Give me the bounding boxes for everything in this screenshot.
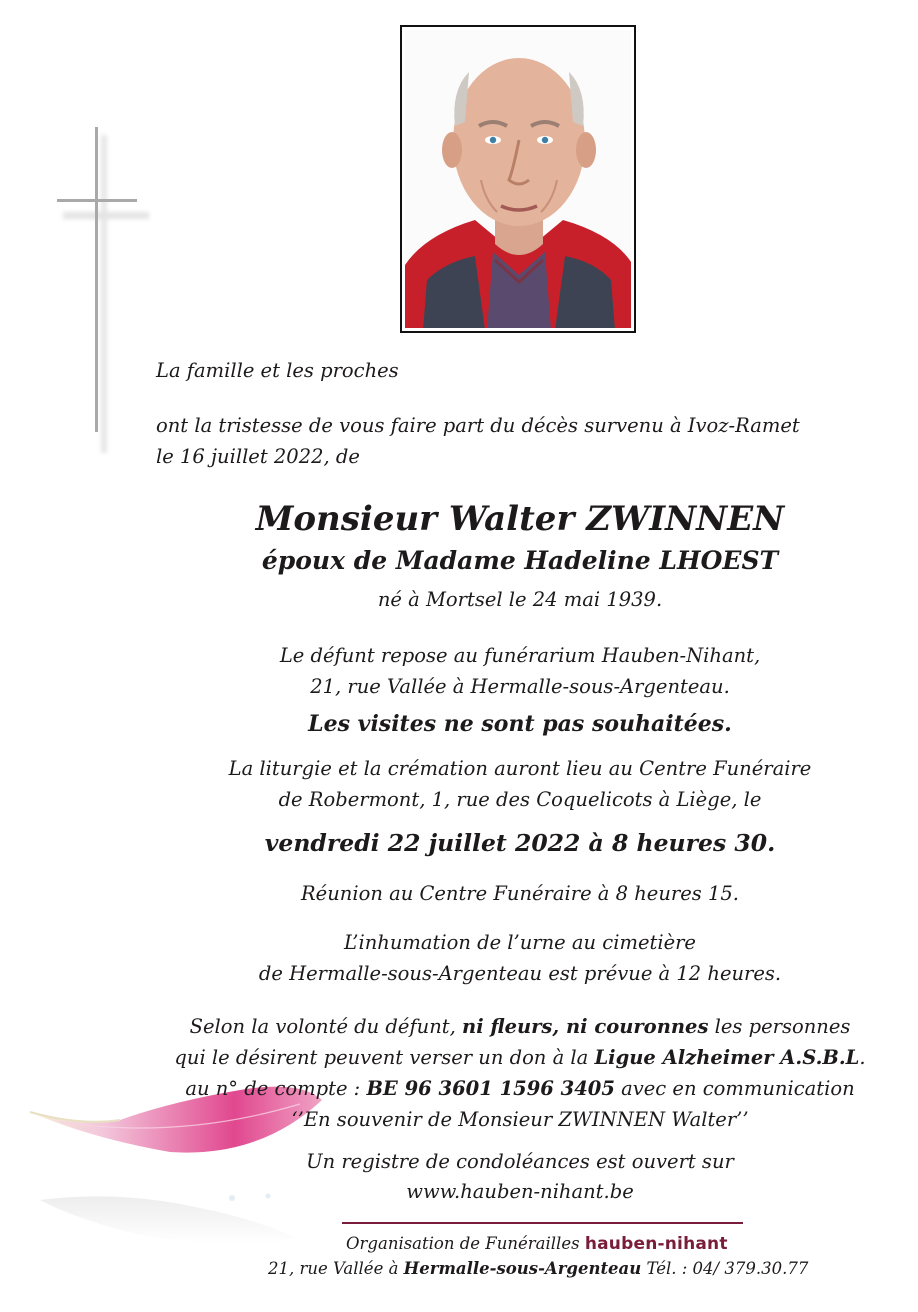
cross-icon-bar	[57, 199, 137, 202]
urn-line-1: L’inhumation de l’urne au cimetière	[344, 931, 696, 954]
donation-line-4: ‘’En souvenir de Monsieur ZWINNEN Walter’’	[291, 1108, 749, 1131]
cross-icon	[95, 127, 98, 432]
deceased-name: Monsieur Walter ZWINNEN	[255, 499, 785, 539]
donation-text: avec en communication	[614, 1077, 855, 1100]
visits-line: Les visites ne sont pas souhaitées.	[308, 711, 732, 737]
address-text: 21, rue Vallée à	[268, 1259, 404, 1278]
donation-text: qui le désirent peuvent verser un don à la	[174, 1046, 595, 1069]
rest-line-1: Le défunt repose au funérarium Hauben-Nihant,	[279, 644, 761, 667]
donation-text: .	[859, 1046, 866, 1069]
donation-text: les personnes	[708, 1015, 851, 1038]
footer-address-line	[268, 1256, 808, 1281]
announce-line-1: ont la tristesse de vous faire part du décès survenu à Ivoz-Ramet	[156, 414, 800, 437]
announce-line-2: le 16 juillet 2022, de	[156, 445, 360, 468]
address-city: Hermalle-sous-Argenteau	[403, 1259, 642, 1278]
cross-shadow	[101, 135, 107, 453]
org-label: Organisation de Funérailles	[346, 1234, 585, 1253]
bank-account-number: BE 96 3601 1596 3405	[366, 1077, 615, 1100]
condolences-line: Un registre de condoléances est ouvert sur	[306, 1150, 734, 1173]
donation-text: au n° de compte :	[185, 1077, 367, 1100]
condolences-website-link[interactable]: www.hauben-nihant.be	[406, 1180, 634, 1203]
liturgy-line-1: La liturgie et la crémation auront lieu au Centre Funéraire	[228, 757, 812, 780]
liturgy-line-2: de Robermont, 1, rue des Coquelicots à Liège, le	[278, 788, 762, 811]
footer-divider	[342, 1222, 743, 1224]
family-line: La famille et les proches	[156, 359, 399, 382]
brand-logo: hauben-nihant	[584, 1234, 728, 1254]
donation-line-2	[120, 1042, 918, 1073]
no-flowers-emphasis: ni fleurs, ni couronnes	[462, 1015, 709, 1038]
ceremony-date: vendredi 22 juillet 2022 à 8 heures 30.	[264, 829, 776, 857]
donation-line-1	[120, 1011, 918, 1042]
donation-line-3	[120, 1073, 918, 1104]
charity-name: Ligue Alzheimer A.S.B.L	[594, 1046, 860, 1069]
phone-number: Tél. : 04/ 379.30.77	[641, 1259, 809, 1278]
rest-line-2: 21, rue Vallée à Hermalle-sous-Argenteau.	[310, 675, 730, 698]
portrait-illustration	[405, 30, 631, 328]
birth-line: né à Mortsel le 24 mai 1939.	[377, 588, 663, 611]
urn-line-2: de Hermalle-sous-Argenteau est prévue à 12 heures.	[258, 962, 782, 985]
footer-org-line	[346, 1231, 728, 1257]
portrait-photo	[400, 25, 636, 333]
meeting-line: Réunion au Centre Funéraire à 8 heures 15.	[301, 882, 739, 905]
donation-text: Selon la volonté du défunt,	[189, 1015, 463, 1038]
spouse-line: époux de Madame Hadeline LHOEST	[261, 546, 779, 575]
cross-shadow-bar	[63, 212, 149, 219]
portrait-image	[405, 30, 631, 328]
